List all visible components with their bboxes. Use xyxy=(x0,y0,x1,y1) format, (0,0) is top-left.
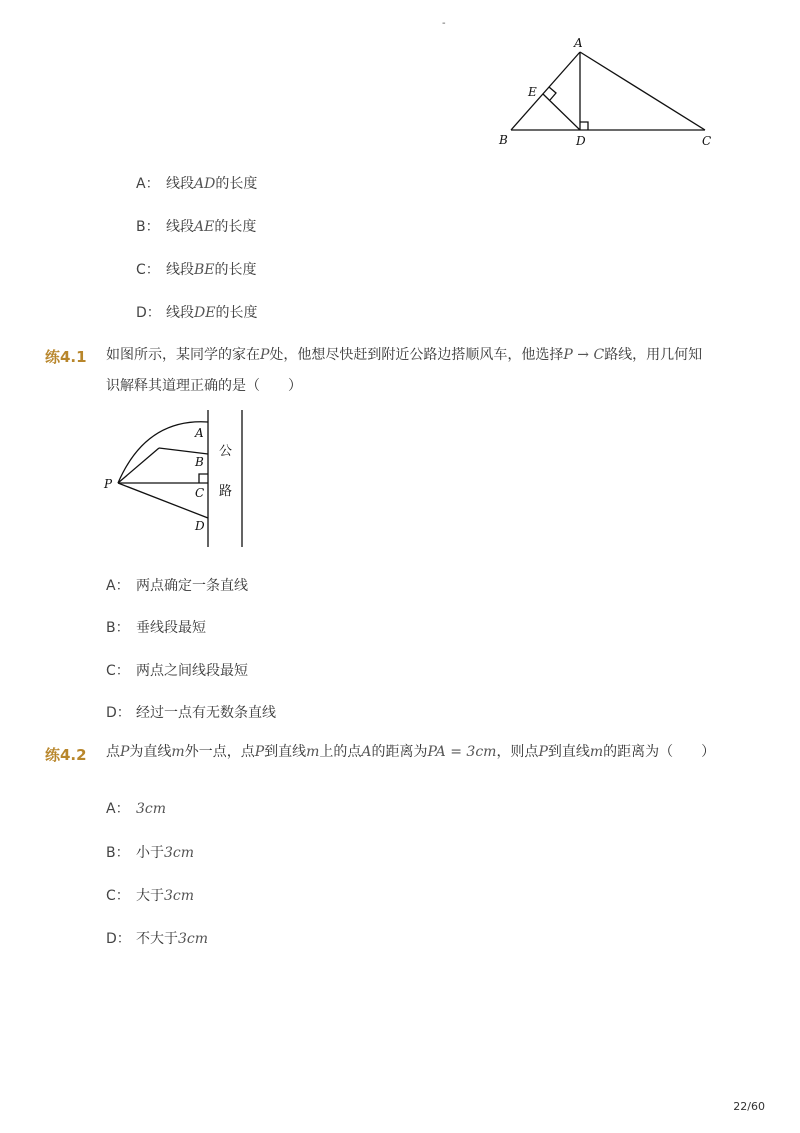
q1-option-c-text: 两点之间线段最短 xyxy=(136,663,248,679)
q1-stem-math1: P xyxy=(260,347,270,363)
q1-label: 练4.1 xyxy=(45,348,87,366)
q0-option-d-letter: D： xyxy=(136,305,161,321)
q0-option-b-text: 线段 xyxy=(166,219,194,235)
q2-option-a-letter: A： xyxy=(106,801,130,817)
q2-stem-part: 的距离为（ ） xyxy=(603,744,716,760)
q0-option-c[interactable] xyxy=(136,259,257,279)
q1-option-b-letter: B： xyxy=(106,620,130,636)
q2-stem-math: P xyxy=(254,744,265,760)
fig2-label-b: B xyxy=(195,455,204,469)
q2-stem-math: m xyxy=(171,744,185,760)
q1-option-a-letter: A： xyxy=(106,578,130,594)
q1-stem-math2: P → C xyxy=(563,347,605,363)
q0-option-a-text: 线段 xyxy=(166,176,194,192)
q0-option-d-suffix: 的长度 xyxy=(215,305,258,321)
header-mark: - xyxy=(442,18,446,29)
q0-option-a-math: AD xyxy=(194,176,216,192)
q0-option-a-letter: A： xyxy=(136,176,160,192)
q1-option-b-text: 垂线段最短 xyxy=(136,620,206,636)
q1-option-d-text: 经过一点有无数条直线 xyxy=(136,705,276,721)
q2-stem-math: m xyxy=(589,744,604,760)
q2-stem xyxy=(106,737,715,768)
q2-option-d-letter: D： xyxy=(106,931,131,947)
q1-option-d-letter: D： xyxy=(106,705,131,721)
q2-stem-part: 点 xyxy=(106,744,120,760)
q2-option-a-math: 3cm xyxy=(136,801,167,817)
q1-option-a-text: 两点确定一条直线 xyxy=(136,578,248,594)
fig2-label-d: D xyxy=(195,519,205,533)
q2-stem-part: 上的点 xyxy=(319,744,362,760)
q2-stem-part: 到直线 xyxy=(264,744,307,760)
q0-option-c-letter: C： xyxy=(136,262,160,278)
q2-stem-math: P xyxy=(120,744,130,760)
q0-option-c-math: BE xyxy=(194,262,215,278)
q0-option-b-letter: B： xyxy=(136,219,160,235)
q2-option-c-letter: C： xyxy=(106,888,130,904)
q2-stem-math: m xyxy=(306,744,320,760)
q2-option-c-math: 3cm xyxy=(164,888,195,904)
q2-option-b-text: 小于 xyxy=(136,845,164,861)
road-char-1: 公 xyxy=(219,444,233,459)
q2-option-c-text: 大于 xyxy=(136,888,164,904)
fig1-label-b: B xyxy=(499,133,508,147)
q2-option-c[interactable] xyxy=(106,885,194,905)
q1-option-d[interactable] xyxy=(106,702,276,722)
fig1-label-d: D xyxy=(576,134,586,148)
q2-stem-part: 外一点，点 xyxy=(184,744,255,760)
q1-stem-line2: 识解释其道理正确的是（ ） xyxy=(106,378,302,394)
q2-stem-part: ，则点 xyxy=(496,744,539,760)
q0-option-d-math: DE xyxy=(194,305,216,321)
q0-option-a[interactable] xyxy=(136,173,257,193)
road-char-2: 路 xyxy=(219,484,233,499)
q2-stem-part: 为直线 xyxy=(129,744,172,760)
fig2-label-a: A xyxy=(195,426,204,440)
q1-option-c[interactable] xyxy=(106,660,248,680)
q0-option-b-suffix: 的长度 xyxy=(214,219,257,235)
q2-option-d-text: 不大于 xyxy=(136,931,178,947)
q2-stem-math: A xyxy=(361,744,372,760)
q1-stem-text1: 如图所示，某同学的家在 xyxy=(106,347,260,363)
q1-stem-text3: 路线，用几何知 xyxy=(604,347,703,363)
q2-option-d-math: 3cm xyxy=(178,931,209,947)
q0-option-b-math: AE xyxy=(194,219,215,235)
q0-option-d-text: 线段 xyxy=(166,305,194,321)
q2-option-d[interactable] xyxy=(106,928,208,948)
q0-option-b[interactable] xyxy=(136,216,256,236)
q2-stem-math: P xyxy=(538,744,548,760)
fig1-label-a: A xyxy=(574,36,583,50)
q0-option-c-suffix: 的长度 xyxy=(214,262,257,278)
q1-stem xyxy=(106,340,736,402)
road-figure xyxy=(98,410,258,556)
q2-option-a[interactable] xyxy=(106,798,166,818)
q0-option-a-suffix: 的长度 xyxy=(215,176,258,192)
q1-option-b[interactable] xyxy=(106,617,206,637)
q1-option-a[interactable] xyxy=(106,575,248,595)
q1-option-c-letter: C： xyxy=(106,663,130,679)
q0-option-c-text: 线段 xyxy=(166,262,194,278)
fig2-label-c: C xyxy=(195,486,205,500)
triangle-figure xyxy=(490,30,730,159)
page-number: 22/60 xyxy=(733,1100,765,1113)
q0-option-d[interactable] xyxy=(136,302,257,322)
q1-stem-text2: 处，他想尽快赶到附近公路边搭顺风车，他选择 xyxy=(269,347,564,363)
fig1-label-c: C xyxy=(702,134,712,148)
q2-option-b-letter: B： xyxy=(106,845,130,861)
q2-option-b-math: 3cm xyxy=(164,845,195,861)
q2-stem-math: PA = 3cm xyxy=(427,744,497,760)
q2-stem-part: 到直线 xyxy=(547,744,590,760)
q2-option-b[interactable] xyxy=(106,842,194,862)
fig1-label-e: E xyxy=(528,85,537,99)
q1-stem-line1 xyxy=(106,340,736,371)
fig2-label-p: P xyxy=(104,477,113,491)
q2-stem-part: 的距离为 xyxy=(371,744,428,760)
q2-label: 练4.2 xyxy=(45,746,87,764)
